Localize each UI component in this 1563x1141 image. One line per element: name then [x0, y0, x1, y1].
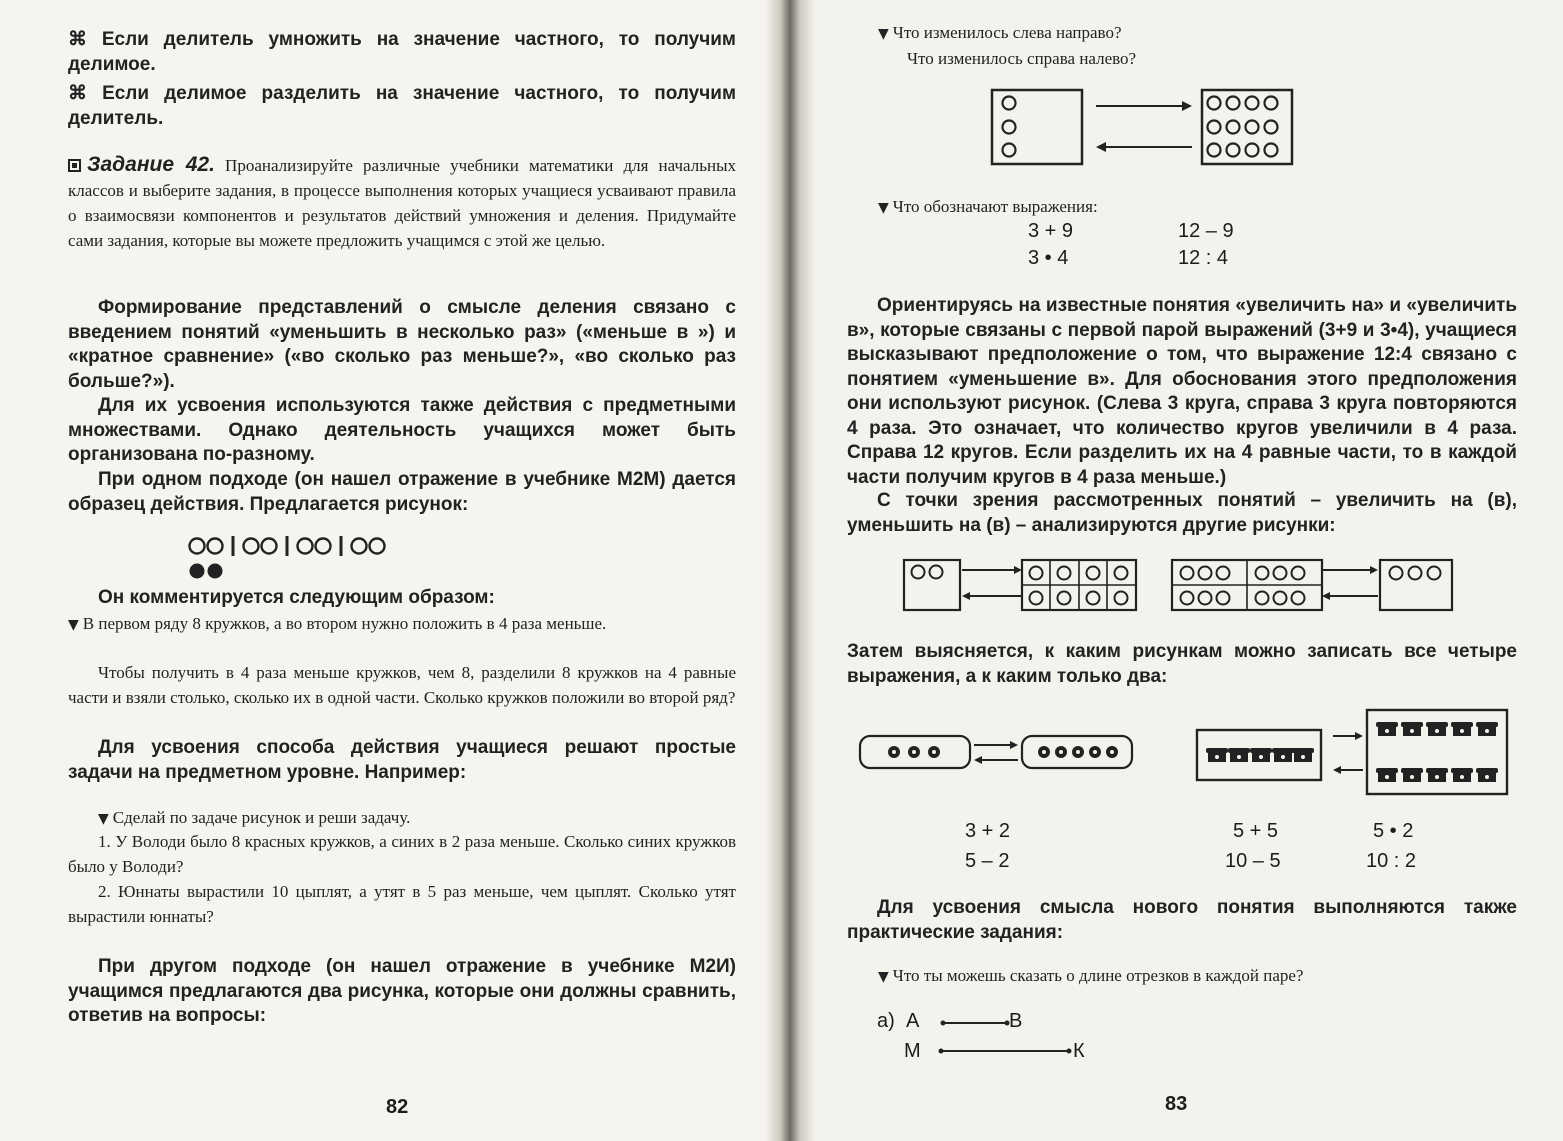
- book-spine: [765, 0, 815, 1141]
- segment-pair-label: а): [877, 1010, 895, 1032]
- paragraph-meaning-division: Формирование представлений о смысле деления связано с введением понятий «уменьшить в несколько раз» («меньше в ») и «кратное сравнение» («во сколько раз меньше?», «во сколько раз больше?»).: [68, 297, 736, 392]
- segment-b-start-label: М: [904, 1040, 921, 1062]
- figure-flowers: [858, 730, 1138, 774]
- paragraph-known-concepts: Ориентируясь на известные понятия «увеличить на» и «увеличить в», которые связаны с первой парой выражений (3+9 и 3•4), учащиеся высказывают предположение о том, что выражение 12:4 связано с понятием «уменьшение в». Для обоснования этого предположения они используют рисунок. (Слева 3 круга, справа 3 круга повторяются 4 раза. Это означает, что количество кругов увеличили в 4 раза. Справа 12 кругов. Если разделить их на 4 равные части, то в каждой части получим кругов в 4 раза меньше.): [847, 295, 1517, 488]
- segment-a-end-label: В: [1009, 1010, 1023, 1032]
- segment-a-start-label: А: [906, 1010, 920, 1032]
- expression-5-minus-2: 5 – 2: [965, 850, 1010, 872]
- paragraph-simple-tasks: Для усвоения способа действия учащиеся решают простые задачи на предметном уровне. Например:: [68, 737, 736, 783]
- question-segment-length: ▼ Что ты можешь сказать о длине отрезков в каждой паре?: [878, 966, 1304, 985]
- expression-5-plus-5: 5 + 5: [1233, 820, 1279, 842]
- task-icon: [68, 159, 81, 172]
- task-text: Проанализируйте различные учебники математики для начальных классов и выберите задания, в процессе выполнения которых учащиеся усваивают правила о взаимосвязи компонентов и результатов действий умножения и деления. Придумайте сами задания, которые вы можете предложить учащимся с этой же целью.: [68, 156, 736, 250]
- paragraph-four-expressions: Затем выясняется, к каким рисункам можно записать все четыре выражения, а к каким только два:: [847, 641, 1517, 687]
- page-number-right: 83: [1165, 1093, 1188, 1115]
- question-right-to-left: Что изменилось справа налево?: [907, 49, 1137, 68]
- quote-first-row: ▼ В первом ряду 8 кружков, а во втором нужно положить в 4 раза меньше.: [68, 614, 607, 633]
- paragraph-approach-m2m: При одном подходе (он нашел отражение в учебнике М2М) дается образец действия. Предлагается рисунок:: [68, 469, 736, 515]
- paragraph-sets: Для их усвоения используются также действия с предметными множествами. Однако деятельность учащихся может быть организована по-разному.: [68, 395, 736, 465]
- quote-draw-task: ▼ Сделай по задаче рисунок и реши задачу.: [98, 808, 411, 827]
- task-42: [68, 152, 736, 253]
- expression-10-minus-5: 10 – 5: [1225, 850, 1281, 872]
- problem-2: 2. Юннаты вырастили 10 цыплят, а утят в 5 раз меньше, чем цыплят. Сколько утят вырастили юннаты?: [68, 882, 736, 926]
- figure-pairs-increase-decrease: [902, 556, 1462, 614]
- expression-10-div-2: 10 : 2: [1366, 850, 1417, 872]
- figure-phones: [1195, 708, 1525, 796]
- expression-3-plus-9: 3 + 9: [1028, 220, 1074, 242]
- right-page: [790, 0, 1563, 1141]
- question-left-to-right: ▼ Что изменилось слева направо?: [878, 23, 1122, 42]
- triangle-down-icon: ▼: [98, 811, 109, 827]
- expression-5-times-2: 5 • 2: [1373, 820, 1414, 842]
- expression-12-div-4: 12 : 4: [1178, 247, 1229, 269]
- paragraph-other-figures: С точки зрения рассмотренных понятий – увеличить на (в), уменьшить на (в) – анализируются другие рисунки:: [847, 490, 1517, 536]
- rule-multiply: ⌘ Если делитель умножить на значение частного, то получим делимое.: [68, 29, 736, 75]
- paragraph-comment: Он комментируется следующим образом:: [98, 587, 495, 608]
- problem-1: 1. У Володи было 8 красных кружков, а синих в 2 раза меньше. Сколько синих кружков было у Володи?: [68, 832, 736, 876]
- segment-b-end-label: К: [1073, 1040, 1085, 1062]
- question-expressions: ▼ Что обозначают выражения:: [878, 197, 1098, 216]
- expression-12-minus-9: 12 – 9: [1178, 220, 1234, 242]
- triangle-down-icon: ▼: [878, 200, 889, 216]
- task-title: Задание 42.: [87, 153, 215, 176]
- rule-divide: ⌘ Если делимое разделить на значение частного, то получим делитель.: [68, 83, 736, 129]
- expression-3-times-4: 3 • 4: [1028, 247, 1069, 269]
- quote-explanation: Чтобы получить в 4 раза меньше кружков, чем 8, разделили 8 кружков на 4 равные части и взяли столько, сколько их в одной части. Сколько кружков положили во второй ряд?: [68, 663, 736, 707]
- triangle-down-icon: ▼: [68, 617, 79, 633]
- expression-3-plus-2: 3 + 2: [965, 820, 1011, 842]
- segments-figure: [935, 1012, 1085, 1062]
- figure-three-to-twelve: [990, 86, 1300, 168]
- paragraph-approach-m2i: При другом подходе (он нашел отражение в учебнике М2И) учащимся предлагаются два рисунка, которые они должны сравнить, ответив на вопросы:: [68, 956, 736, 1026]
- triangle-down-icon: ▼: [878, 969, 889, 985]
- triangle-down-icon: ▼: [878, 26, 889, 42]
- paragraph-practical-tasks: Для усвоения смысла нового понятия выполняются также практические задания:: [847, 897, 1517, 943]
- page-number-left: 82: [386, 1096, 409, 1118]
- circles-figure: [180, 530, 420, 584]
